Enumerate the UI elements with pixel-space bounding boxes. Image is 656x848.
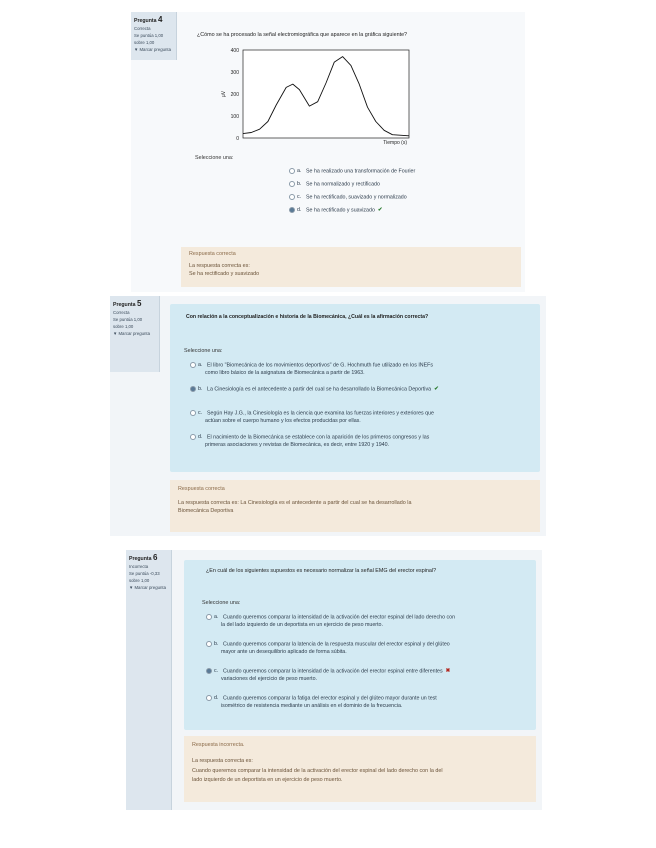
feedback-title: Respuesta incorrecta. (192, 742, 245, 748)
select-label: Seleccione una: (202, 600, 241, 606)
flag-icon: ▼ (113, 331, 118, 336)
option-letter: c. (198, 410, 203, 417)
feedback-answer: Se ha rectificado y suavizado (189, 271, 260, 277)
feedback-box (170, 480, 540, 532)
option-text-continuation: como libro básico de la asignatura de Biomecánica a partir de 1963. (205, 369, 365, 376)
option-c[interactable] (289, 194, 407, 202)
question-score: Se puntúa -0,33 (129, 571, 160, 576)
feedback-title: Respuesta correcta (189, 251, 236, 257)
option-text: Cuando queremos comparar la intensidad de la activación del erector espinal del lado derecho con (223, 614, 456, 621)
option-b[interactable] (190, 386, 439, 394)
option-d[interactable] (206, 695, 437, 710)
y-tick-label: 100 (230, 113, 239, 120)
question-4-screenshot (131, 12, 525, 292)
feedback-box (184, 736, 536, 802)
option-text: El nacimiento de la Biomecánica se establece con la aparición de los primeros congresos y las (207, 434, 430, 441)
question-6-screenshot (126, 550, 542, 810)
option-letter: c. (297, 194, 302, 201)
question-text: ¿En cuál de los siguientes supuestos es necesario normalizar la señal EMG del erector espinal? (206, 568, 437, 574)
flag-question-link[interactable]: ▼ Marcar pregunta (134, 47, 171, 52)
feedback-line: La respuesta correcta es: (189, 263, 250, 269)
plot-area (243, 50, 409, 138)
option-text: El libro "Biomecánica de los movimientos deportivos" de G. Hochmuth fue utilizado en los INEFs (207, 362, 434, 369)
option-c[interactable] (190, 410, 434, 425)
option-d[interactable] (289, 207, 382, 215)
question-5-screenshot (110, 296, 546, 536)
question-max: sobre 1,00 (129, 578, 150, 583)
option-letter: d. (214, 695, 219, 702)
question-status: Correcta (113, 310, 130, 315)
option-a[interactable] (190, 362, 433, 377)
option-a[interactable] (289, 168, 415, 176)
cross-icon: ✖ (445, 668, 451, 675)
radio-button[interactable] (190, 386, 196, 392)
option-letter: b. (297, 181, 302, 188)
option-letter: b. (214, 641, 219, 648)
option-c[interactable] (206, 668, 450, 683)
question-max: sobre 1,00 (113, 324, 134, 329)
option-letter: d. (198, 434, 203, 441)
question-status: Incorrecta (129, 564, 149, 569)
feedback-line: Biomecánica Deportiva (178, 508, 234, 514)
y-tick-label: 300 (230, 69, 239, 76)
option-text: Cuando queremos comparar la fatiga del erector espinal y del glúteo mayor durante un test (223, 695, 437, 702)
option-d[interactable] (190, 434, 429, 449)
option-text: Según Hay J.G., la Cinesiología es la ciencia que examina las fuerzas interiores y exteriores que (207, 410, 435, 417)
radio-button[interactable] (289, 181, 295, 187)
option-text-continuation: primeras asociaciones y revistas de Biomecánica, es decir, entre 1920 y 1940. (205, 441, 390, 448)
option-b[interactable] (206, 641, 450, 656)
radio-button[interactable] (190, 434, 196, 440)
y-tick-label: 400 (230, 47, 239, 54)
option-letter: d. (297, 207, 302, 214)
feedback-line: La respuesta correcta es: La Cinesiología es el antecedente a partir del cual se ha desarrollado la (178, 500, 412, 506)
option-b[interactable] (289, 181, 380, 189)
chart-plot (221, 48, 409, 146)
y-axis-label: μV (221, 90, 227, 98)
option-text: La Cinesiología es el antecedente a partir del cual se ha desarrollado la Biomecánica Deportiva (207, 386, 432, 393)
x-axis-label: Tiempo (s) (383, 140, 407, 146)
radio-button[interactable] (289, 168, 295, 174)
feedback-line: La respuesta correcta es: (192, 758, 253, 764)
option-letter: a. (214, 614, 219, 621)
option-text: Se ha rectificado, suavizado y normalizado (306, 194, 407, 201)
select-label: Seleccione una: (184, 348, 223, 354)
radio-button[interactable] (289, 207, 295, 213)
option-text: Se ha realizado una transformación de Fourier (306, 168, 416, 175)
feedback-box (181, 247, 521, 287)
question-number: Pregunta 6 (129, 553, 158, 562)
option-text: Se ha normalizado y rectificado (306, 181, 380, 188)
option-a[interactable] (206, 614, 455, 629)
feedback-line: lado izquierdo de un deportista en un ejercicio de peso muerto. (192, 777, 343, 783)
option-text-continuation: isométrico de resistencia mediante un análisis en el dominio de la frecuencia. (221, 702, 403, 709)
option-letter: a. (198, 362, 203, 369)
question-info-panel (126, 550, 172, 810)
question-info-panel (110, 296, 160, 372)
option-text-continuation: actúan sobre el cuerpo humano y los efectos producidas por ellas. (205, 417, 361, 424)
question-max: sobre 1,00 (134, 40, 155, 45)
question-text: ¿Cómo se ha procesado la señal electromiográfica que aparece en la gráfica siguiente? (197, 32, 408, 38)
radio-button[interactable] (206, 614, 212, 620)
option-text-continuation: mayor ante un desequilibrio aplicado de forma súbita. (221, 648, 347, 655)
option-text-continuation: variaciones del ejercicio de peso muerto. (221, 675, 317, 682)
option-text: Se ha rectificado y suavizado (306, 207, 375, 214)
option-letter: b. (198, 386, 203, 393)
emg-chart (217, 44, 417, 152)
question-info-panel (131, 12, 177, 60)
select-label: Seleccione una: (195, 155, 234, 161)
radio-button[interactable] (190, 410, 196, 416)
option-text-continuation: la del lado izquierdo de un deportista en un ejercicio de peso muerto. (221, 621, 383, 628)
question-number: Pregunta 5 (113, 299, 142, 308)
question-status: Correcta (134, 26, 151, 31)
question-number: Pregunta 4 (134, 15, 163, 24)
option-text: Cuando queremos comparar la latencia de la respuesta muscular del erector espinal y del glúteo (223, 641, 450, 648)
radio-button[interactable] (206, 695, 212, 701)
option-letter: a. (297, 168, 302, 175)
feedback-line: Cuando queremos comparar la intensidad de la activación del erector espinal del lado derecho con la del (192, 768, 443, 774)
flag-icon: ▼ (129, 585, 134, 590)
radio-button[interactable] (190, 362, 196, 368)
option-letter: c. (214, 668, 219, 675)
flag-question-link[interactable]: ▼ Marcar pregunta (129, 585, 166, 590)
y-tick-label: 0 (236, 135, 239, 142)
question-text: Con relación a la conceptualización e historia de la Biomecánica, ¿Cuál es la afirmación correcta? (186, 314, 429, 320)
radio-button[interactable] (206, 668, 212, 674)
flag-question-link[interactable]: ▼ Marcar pregunta (113, 331, 150, 336)
feedback-title: Respuesta correcta (178, 486, 225, 492)
check-icon: ✔ (377, 207, 383, 214)
radio-button[interactable] (289, 194, 295, 200)
radio-button[interactable] (206, 641, 212, 647)
question-score: Se puntúa 1,00 (113, 317, 143, 322)
question-score: Se puntúa 1,00 (134, 33, 164, 38)
option-text: Cuando queremos comparar la intensidad de la activación del erector espinal entre diferentes (223, 668, 443, 675)
check-icon: ✔ (434, 386, 439, 393)
flag-icon: ▼ (134, 47, 139, 52)
y-tick-label: 200 (230, 91, 239, 98)
